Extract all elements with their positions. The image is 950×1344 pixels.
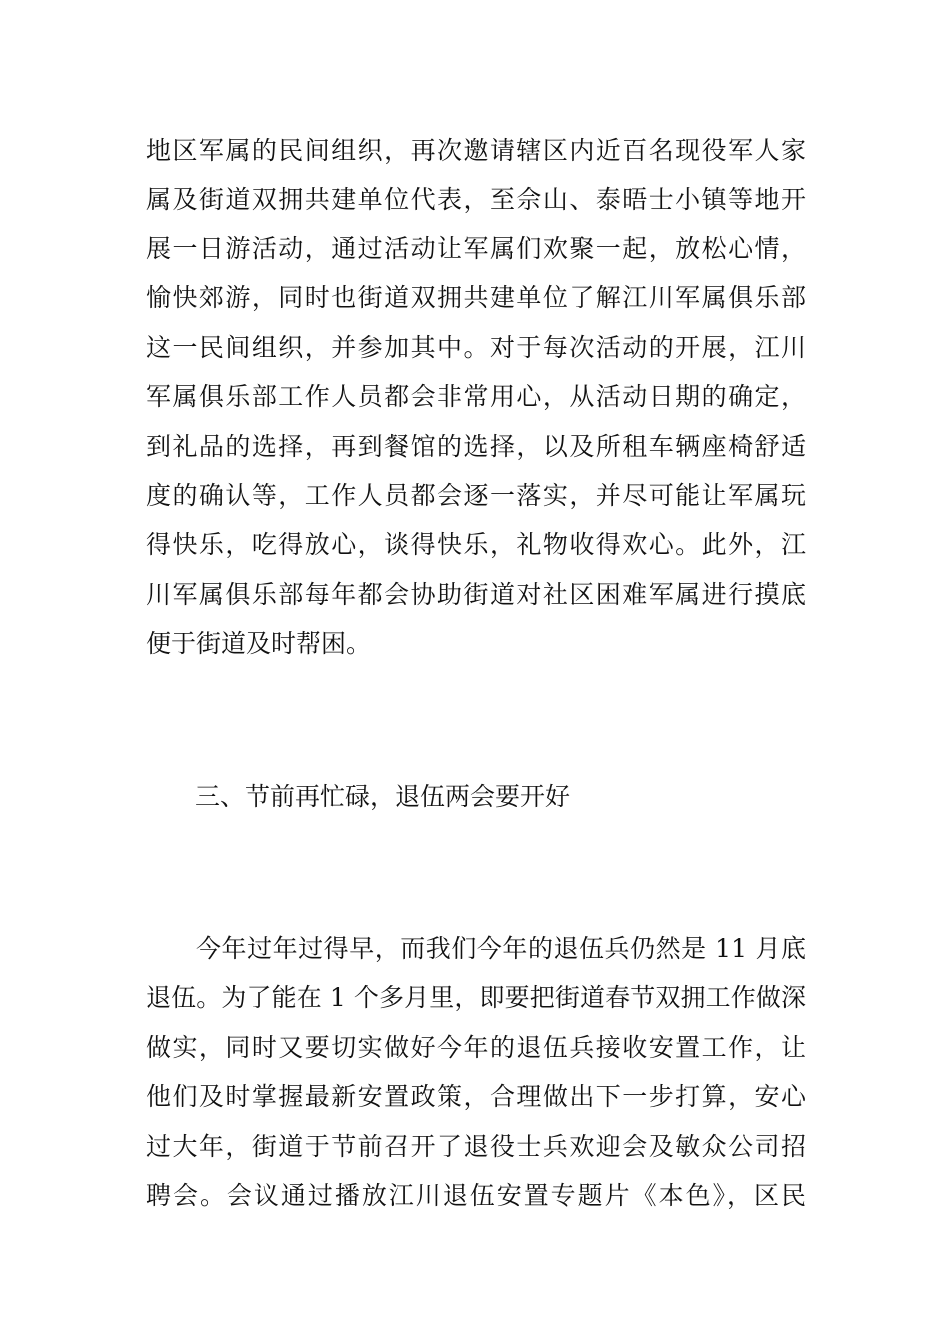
section-heading: 三、节前再忙碌，退伍两会要开好	[195, 782, 571, 811]
paragraph-2-line: 聘会。会议通过播放江川退伍安置专题片《本色》，区民	[146, 1181, 806, 1210]
paragraph-1-line: 川军属俱乐部每年都会协助街道对社区困难军属进行摸底	[146, 580, 806, 609]
paragraph-1-line: 得快乐，吃得放心，谈得快乐，礼物收得欢心。此外，江	[146, 530, 806, 559]
paragraph-1-line: 地区军属的民间组织，再次邀请辖区内近百名现役军人家	[146, 136, 806, 165]
paragraph-2-line: 做实，同时又要切实做好今年的退伍兵接收安置工作，让	[146, 1033, 806, 1062]
paragraph-1-line: 度的确认等，工作人员都会逐一落实，并尽可能让军属玩	[146, 481, 806, 510]
paragraph-1-line: 愉快郊游，同时也街道双拥共建单位了解江川军属俱乐部	[146, 283, 806, 312]
paragraph-1-line: 这一民间组织，并参加其中。对于每次活动的开展，江川	[146, 333, 806, 362]
paragraph-1-line: 展一日游活动，通过活动让军属们欢聚一起，放松心情，	[146, 234, 806, 263]
paragraph-2-line: 过大年，街道于节前召开了退役士兵欢迎会及敏众公司招	[146, 1132, 806, 1161]
paragraph-1-line: 军属俱乐部工作人员都会非常用心，从活动日期的确定，	[146, 382, 806, 411]
paragraph-2-line: 退伍。为了能在 1 个多月里，即要把街道春节双拥工作做深	[146, 983, 806, 1012]
paragraph-2-line: 他们及时掌握最新安置政策，合理做出下一步打算，安心	[146, 1082, 806, 1111]
paragraph-2-line: 今年过年过得早，而我们今年的退伍兵仍然是 11 月底	[196, 934, 806, 963]
paragraph-1-line: 便于街道及时帮困。	[146, 629, 372, 658]
paragraph-1-line: 到礼品的选择，再到餐馆的选择，以及所租车辆座椅舒适	[146, 432, 806, 461]
paragraph-1-line: 属及街道双拥共建单位代表，至佘山、泰晤士小镇等地开	[146, 185, 806, 214]
